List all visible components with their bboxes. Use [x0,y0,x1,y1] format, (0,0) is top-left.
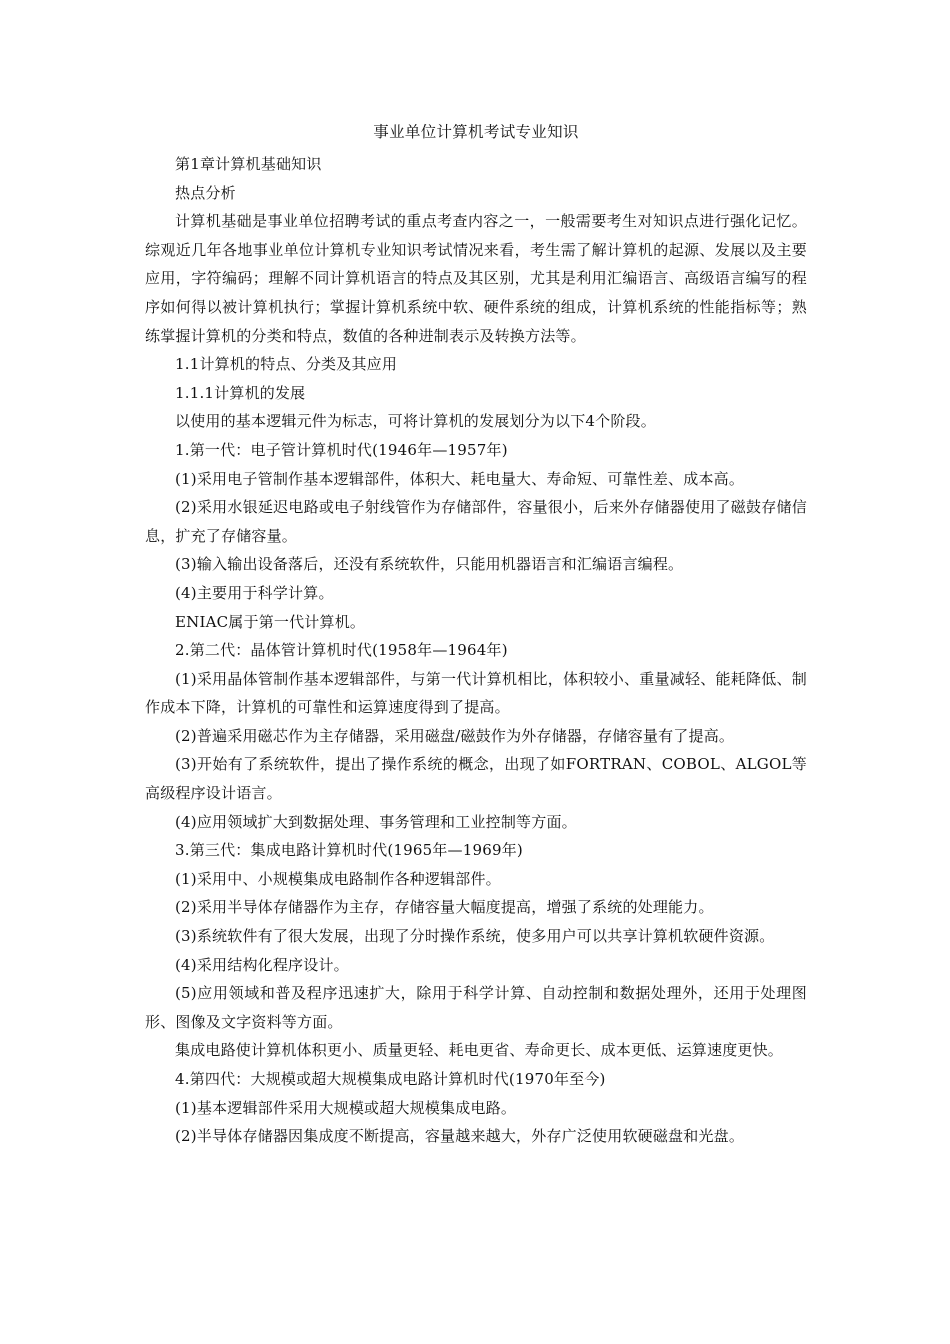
section-heading: 1.1计算机的特点、分类及其应用 [175,355,398,374]
generation-heading: 1.第一代：电子管计算机时代(1946年—1957年) [175,440,508,459]
subsection-heading: 1.1.1计算机的发展 [175,383,306,402]
list-item: (4)应用领域扩大到数据处理、事务管理和工业控制等方面。 [175,812,577,831]
chapter-heading: 第1章计算机基础知识 [175,155,322,173]
list-item: (1)采用中、小规模集成电路制作各种逻辑部件。 [175,869,501,888]
generation-heading: 2.第二代：晶体管计算机时代(1958年—1964年) [175,641,508,660]
document-page [145,118,807,1151]
list-item: (1)采用晶体管制作基本逻辑部件，与第一代计算机相比，体积较小、重量减轻、能耗降低、制作成本下降，计算机的可靠性和运算速度得到了提高。 [145,669,807,717]
generation-heading: 4.第四代：大规模或超大规模集成电路计算机时代(1970年至今) [175,1070,606,1088]
body-paragraph: 集成电路使计算机体积更小、质量更轻、耗电更省、寿命更长、成本更低、运算速度更快。 [175,1041,784,1060]
list-item: (2)采用水银延迟电路或电子射线管作为存储部件，容量很小，后来外存储器使用了磁鼓存储信息，扩充了存储容量。 [145,498,807,545]
list-item: (3)系统软件有了很大发展，出现了分时操作系统，使多用户可以共享计算机软硬件资源。 [175,927,775,946]
document-title: 事业单位计算机考试专业知识 [373,123,579,141]
body-paragraph: ENIAC属于第一代计算机。 [175,612,366,631]
list-item: (1)基本逻辑部件采用大规模或超大规模集成电路。 [175,1098,517,1117]
list-item: (2)普遍采用磁芯作为主存储器，采用磁盘/磁鼓作为外存储器，存储容量有了提高。 [175,726,735,745]
list-item: (2)采用半导体存储器作为主存，存储容量大幅度提高，增强了系统的处理能力。 [175,898,714,917]
generation-heading: 3.第三代：集成电路计算机时代(1965年—1969年) [175,841,523,860]
list-item: (2)半导体存储器因集成度不断提高，容量越来越大，外存广泛使用软硬磁盘和光盘。 [175,1127,745,1146]
body-paragraph: 以使用的基本逻辑元件为标志，可将计算机的发展划分为以下4个阶段。 [175,412,656,431]
list-item: (4)采用结构化程序设计。 [175,955,349,974]
list-item: (5)应用领域和普及程序迅速扩大，除用于科学计算、自动控制和数据处理外，还用于处理图形、图像及文字资料等方面。 [145,984,807,1031]
list-item: (4)主要用于科学计算。 [175,583,334,602]
intro-paragraph: 计算机基础是事业单位招聘考试的重点考查内容之一，一般需要考生对知识点进行强化记忆。综观近几年各地事业单位计算机专业知识考试情况来看，考生需了解计算机的起源、发展以及主要应用，字符编码；理解不同计算机语言的特点及其区别，尤其是利用汇编语言、高级语言编写的程序如何得以被计算机执行；掌握计算机系统中软、硬件系统的组成，计算机系统的性能指标等；熟练掌握计算机的分类和特点，数值的各种进制表示及转换方法等。 [145,212,807,345]
list-item: (1)采用电子管制作基本逻辑部件，体积大、耗电量大、寿命短、可靠性差、成本高。 [175,469,745,488]
list-item: (3)开始有了系统软件，提出了操作系统的概念，出现了如FORTRAN、COBOL、ALGOL等高级程序设计语言。 [145,755,807,803]
section-heading: 热点分析 [175,183,236,202]
list-item: (3)输入输出设备落后，还没有系统软件，只能用机器语言和汇编语言编程。 [175,555,684,574]
